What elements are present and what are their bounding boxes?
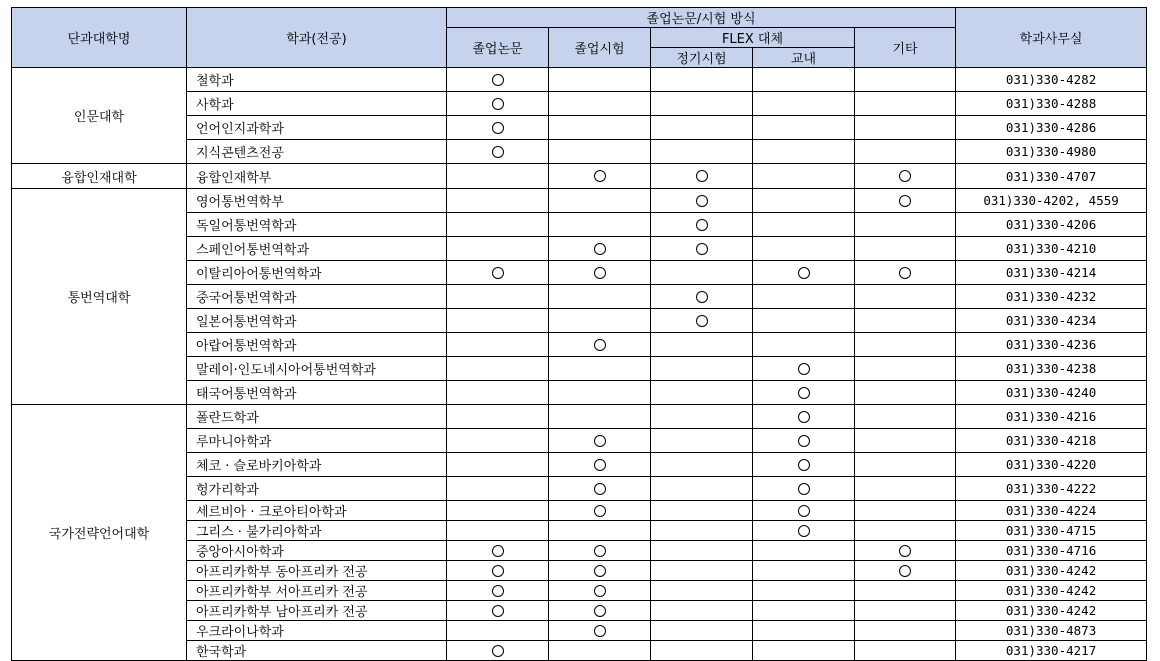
cell-flex-internal: [753, 541, 855, 561]
cell-thesis: [447, 333, 549, 357]
cell-other: [855, 561, 956, 581]
circle-mark-icon: [899, 170, 911, 182]
cell-other: [855, 68, 956, 92]
table-header: [12, 8, 1147, 68]
cell-thesis: [447, 561, 549, 581]
circle-mark-icon: [492, 146, 504, 158]
cell-other: [855, 381, 956, 405]
cell-exam: [549, 285, 651, 309]
circle-mark-icon: [696, 243, 708, 255]
cell-exam: [549, 561, 651, 581]
circle-mark-icon: [696, 291, 708, 303]
cell-thesis: [447, 453, 549, 477]
circle-mark-icon: [798, 483, 810, 495]
cell-flex-regular: [651, 381, 753, 405]
circle-mark-icon: [798, 505, 810, 517]
cell-thesis: [447, 140, 549, 164]
office-phone: 031)330-4218: [956, 429, 1147, 453]
cell-flex-internal: [753, 621, 855, 641]
header-office: 학과사무실: [956, 8, 1147, 68]
cell-exam: [549, 477, 651, 501]
cell-other: [855, 541, 956, 561]
circle-mark-icon: [798, 525, 810, 537]
cell-flex-regular: [651, 237, 753, 261]
cell-thesis: [447, 601, 549, 621]
cell-flex-regular: [651, 521, 753, 541]
department-name: 언어인지과학과: [187, 116, 447, 140]
cell-exam: [549, 521, 651, 541]
cell-flex-internal: [753, 140, 855, 164]
department-name: 중국어통번역학과: [187, 285, 447, 309]
cell-exam: [549, 164, 651, 189]
cell-flex-internal: [753, 453, 855, 477]
cell-exam: [549, 381, 651, 405]
cell-other: [855, 405, 956, 429]
circle-mark-icon: [899, 565, 911, 577]
cell-flex-internal: [753, 405, 855, 429]
cell-exam: [549, 601, 651, 621]
cell-thesis: [447, 164, 549, 189]
circle-mark-icon: [798, 363, 810, 375]
circle-mark-icon: [594, 545, 606, 557]
circle-mark-icon: [594, 339, 606, 351]
office-phone: 031)330-4236: [956, 333, 1147, 357]
office-phone: 031)330-4288: [956, 92, 1147, 116]
header-flex-regular: 정기시험: [651, 48, 753, 68]
cell-thesis: [447, 581, 549, 601]
header-method: 졸업논문/시험 방식: [447, 8, 956, 28]
cell-flex-regular: [651, 621, 753, 641]
cell-flex-internal: [753, 237, 855, 261]
header-other: 기타: [855, 28, 956, 68]
cell-other: [855, 333, 956, 357]
cell-thesis: [447, 621, 549, 641]
office-phone: 031)330-4214: [956, 261, 1147, 285]
circle-mark-icon: [492, 98, 504, 110]
cell-other: [855, 213, 956, 237]
office-phone: 031)330-4873: [956, 621, 1147, 641]
cell-flex-internal: [753, 309, 855, 333]
cell-thesis: [447, 237, 549, 261]
cell-thesis: [447, 68, 549, 92]
cell-exam: [549, 92, 651, 116]
circle-mark-icon: [594, 459, 606, 471]
office-phone: 031)330-4202, 4559: [956, 189, 1147, 213]
header-flex-internal: 교내: [753, 48, 855, 68]
department-name: 루마니아학과: [187, 429, 447, 453]
cell-exam: [549, 261, 651, 285]
cell-flex-internal: [753, 601, 855, 621]
department-name: 세르비아 · 크로아티아학과: [187, 501, 447, 521]
office-phone: 031)330-4286: [956, 116, 1147, 140]
circle-mark-icon: [492, 122, 504, 134]
table-row: [12, 405, 1147, 429]
graduation-method-table: [11, 7, 1147, 661]
cell-other: [855, 357, 956, 381]
table-row: [12, 68, 1147, 92]
office-phone: 031)330-4206: [956, 213, 1147, 237]
cell-flex-internal: [753, 477, 855, 501]
cell-exam: [549, 501, 651, 521]
department-name: 헝가리학과: [187, 477, 447, 501]
department-name: 폴란드학과: [187, 405, 447, 429]
circle-mark-icon: [594, 585, 606, 597]
cell-flex-regular: [651, 116, 753, 140]
department-name: 독일어통번역학과: [187, 213, 447, 237]
cell-flex-regular: [651, 581, 753, 601]
circle-mark-icon: [798, 267, 810, 279]
cell-flex-internal: [753, 164, 855, 189]
circle-mark-icon: [798, 387, 810, 399]
cell-flex-regular: [651, 68, 753, 92]
circle-mark-icon: [899, 267, 911, 279]
cell-other: [855, 521, 956, 541]
circle-mark-icon: [696, 195, 708, 207]
cell-exam: [549, 405, 651, 429]
department-name: 우크라이나학과: [187, 621, 447, 641]
cell-thesis: [447, 116, 549, 140]
cell-flex-regular: [651, 477, 753, 501]
circle-mark-icon: [492, 267, 504, 279]
office-phone: 031)330-4240: [956, 381, 1147, 405]
cell-other: [855, 309, 956, 333]
department-name: 일본어통번역학과: [187, 309, 447, 333]
cell-thesis: [447, 261, 549, 285]
cell-flex-regular: [651, 309, 753, 333]
cell-other: [855, 92, 956, 116]
cell-flex-internal: [753, 285, 855, 309]
cell-flex-regular: [651, 561, 753, 581]
cell-flex-regular: [651, 164, 753, 189]
cell-flex-internal: [753, 189, 855, 213]
cell-flex-internal: [753, 381, 855, 405]
cell-exam: [549, 189, 651, 213]
cell-other: [855, 621, 956, 641]
office-phone: 031)330-4220: [956, 453, 1147, 477]
office-phone: 031)330-4242: [956, 581, 1147, 601]
cell-flex-regular: [651, 213, 753, 237]
cell-thesis: [447, 92, 549, 116]
college-name: 융합인재대학: [12, 164, 187, 189]
cell-exam: [549, 357, 651, 381]
cell-flex-regular: [651, 541, 753, 561]
cell-other: [855, 261, 956, 285]
circle-mark-icon: [594, 605, 606, 617]
cell-thesis: [447, 381, 549, 405]
cell-thesis: [447, 213, 549, 237]
cell-flex-regular: [651, 92, 753, 116]
cell-flex-internal: [753, 68, 855, 92]
circle-mark-icon: [798, 411, 810, 423]
office-phone: 031)330-4216: [956, 405, 1147, 429]
cell-exam: [549, 333, 651, 357]
cell-flex-internal: [753, 641, 855, 661]
cell-thesis: [447, 285, 549, 309]
cell-flex-regular: [651, 261, 753, 285]
cell-flex-regular: [651, 405, 753, 429]
department-name: 그리스 · 불가리아학과: [187, 521, 447, 541]
circle-mark-icon: [594, 625, 606, 637]
circle-mark-icon: [594, 483, 606, 495]
circle-mark-icon: [492, 74, 504, 86]
table-row: [12, 189, 1147, 213]
cell-thesis: [447, 357, 549, 381]
circle-mark-icon: [492, 565, 504, 577]
cell-flex-internal: [753, 521, 855, 541]
office-phone: 031)330-4210: [956, 237, 1147, 261]
cell-thesis: [447, 477, 549, 501]
cell-thesis: [447, 541, 549, 561]
cell-other: [855, 164, 956, 189]
circle-mark-icon: [696, 219, 708, 231]
circle-mark-icon: [899, 545, 911, 557]
department-name: 아프리카학부 동아프리카 전공: [187, 561, 447, 581]
department-name: 말레이·인도네시아어통번역학과: [187, 357, 447, 381]
circle-mark-icon: [798, 435, 810, 447]
office-phone: 031)330-4716: [956, 541, 1147, 561]
office-phone: 031)330-4234: [956, 309, 1147, 333]
department-name: 스페인어통번역학과: [187, 237, 447, 261]
cell-other: [855, 237, 956, 261]
cell-exam: [549, 68, 651, 92]
department-name: 영어통번역학부: [187, 189, 447, 213]
cell-thesis: [447, 429, 549, 453]
office-phone: 031)330-4242: [956, 601, 1147, 621]
office-phone: 031)330-4222: [956, 477, 1147, 501]
cell-flex-internal: [753, 561, 855, 581]
circle-mark-icon: [594, 435, 606, 447]
circle-mark-icon: [594, 243, 606, 255]
header-college: 단과대학명: [12, 8, 187, 68]
cell-exam: [549, 641, 651, 661]
circle-mark-icon: [594, 267, 606, 279]
college-name: 국가전략언어대학: [12, 405, 187, 661]
cell-other: [855, 140, 956, 164]
cell-exam: [549, 621, 651, 641]
circle-mark-icon: [492, 585, 504, 597]
cell-exam: [549, 453, 651, 477]
cell-flex-regular: [651, 285, 753, 309]
cell-exam: [549, 237, 651, 261]
office-phone: 031)330-4242: [956, 561, 1147, 581]
cell-other: [855, 429, 956, 453]
department-name: 사학과: [187, 92, 447, 116]
cell-flex-internal: [753, 357, 855, 381]
office-phone: 031)330-4282: [956, 68, 1147, 92]
cell-exam: [549, 581, 651, 601]
department-name: 한국학과: [187, 641, 447, 661]
circle-mark-icon: [594, 170, 606, 182]
cell-flex-internal: [753, 581, 855, 601]
department-name: 태국어통번역학과: [187, 381, 447, 405]
cell-flex-internal: [753, 92, 855, 116]
cell-exam: [549, 541, 651, 561]
cell-other: [855, 285, 956, 309]
circle-mark-icon: [798, 459, 810, 471]
cell-flex-internal: [753, 333, 855, 357]
department-name: 아프리카학부 남아프리카 전공: [187, 601, 447, 621]
cell-other: [855, 116, 956, 140]
department-name: 아랍어통번역학과: [187, 333, 447, 357]
cell-exam: [549, 140, 651, 164]
cell-flex-internal: [753, 429, 855, 453]
cell-other: [855, 581, 956, 601]
circle-mark-icon: [696, 315, 708, 327]
cell-flex-internal: [753, 116, 855, 140]
circle-mark-icon: [594, 505, 606, 517]
header-department: 학과(전공): [187, 8, 447, 68]
department-name: 융합인재학부: [187, 164, 447, 189]
cell-other: [855, 189, 956, 213]
cell-flex-internal: [753, 213, 855, 237]
cell-flex-internal: [753, 261, 855, 285]
circle-mark-icon: [899, 195, 911, 207]
header-flex: FLEX 대체: [651, 28, 855, 48]
cell-other: [855, 477, 956, 501]
office-phone: 031)330-4715: [956, 521, 1147, 541]
cell-thesis: [447, 501, 549, 521]
cell-flex-regular: [651, 501, 753, 521]
cell-other: [855, 641, 956, 661]
cell-other: [855, 601, 956, 621]
cell-flex-regular: [651, 140, 753, 164]
header-thesis: 졸업논문: [447, 28, 549, 68]
college-name: 통번역대학: [12, 189, 187, 405]
cell-flex-regular: [651, 357, 753, 381]
cell-flex-regular: [651, 601, 753, 621]
office-phone: 031)330-4707: [956, 164, 1147, 189]
cell-flex-regular: [651, 429, 753, 453]
office-phone: 031)330-4224: [956, 501, 1147, 521]
department-name: 중앙아시아학과: [187, 541, 447, 561]
department-name: 지식콘텐츠전공: [187, 140, 447, 164]
department-name: 아프리카학부 서아프리카 전공: [187, 581, 447, 601]
cell-thesis: [447, 189, 549, 213]
cell-other: [855, 501, 956, 521]
office-phone: 031)330-4980: [956, 140, 1147, 164]
college-name: 인문대학: [12, 68, 187, 164]
header-exam: 졸업시험: [549, 28, 651, 68]
cell-flex-internal: [753, 501, 855, 521]
circle-mark-icon: [696, 170, 708, 182]
cell-flex-regular: [651, 189, 753, 213]
cell-exam: [549, 429, 651, 453]
circle-mark-icon: [492, 605, 504, 617]
office-phone: 031)330-4238: [956, 357, 1147, 381]
table-body: [12, 68, 1147, 661]
office-phone: 031)330-4232: [956, 285, 1147, 309]
cell-flex-regular: [651, 641, 753, 661]
cell-other: [855, 453, 956, 477]
cell-flex-regular: [651, 453, 753, 477]
circle-mark-icon: [594, 565, 606, 577]
office-phone: 031)330-4217: [956, 641, 1147, 661]
cell-thesis: [447, 405, 549, 429]
cell-exam: [549, 213, 651, 237]
department-name: 체코 · 슬로바키아학과: [187, 453, 447, 477]
cell-exam: [549, 309, 651, 333]
department-name: 철학과: [187, 68, 447, 92]
circle-mark-icon: [492, 545, 504, 557]
department-name: 이탈리아어통번역학과: [187, 261, 447, 285]
cell-thesis: [447, 309, 549, 333]
cell-flex-regular: [651, 333, 753, 357]
cell-exam: [549, 116, 651, 140]
cell-thesis: [447, 521, 549, 541]
table-row: [12, 164, 1147, 189]
circle-mark-icon: [492, 645, 504, 657]
cell-thesis: [447, 641, 549, 661]
